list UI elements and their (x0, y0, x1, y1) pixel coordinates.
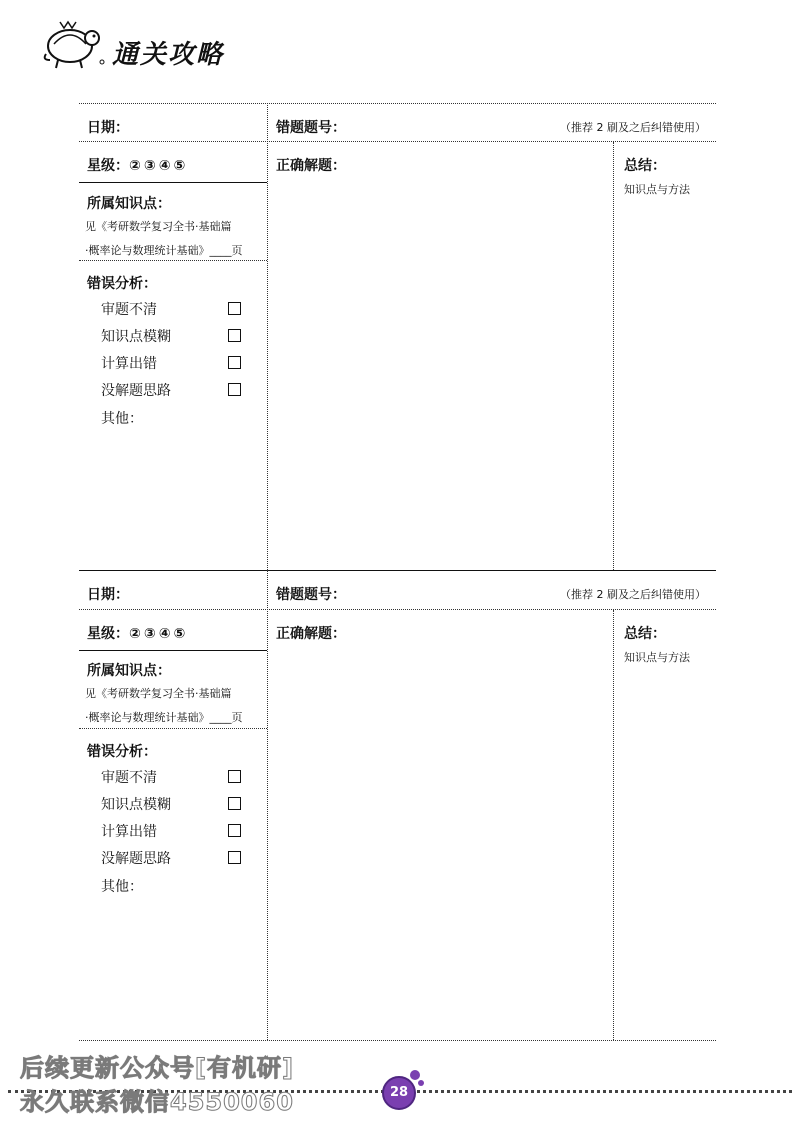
error-option-label: 没解题思路 (101, 851, 171, 867)
decorative-bubble-icon (418, 1080, 424, 1086)
turtle-mascot-icon (40, 14, 110, 72)
reference-line-2: ·概率论与数理统计基础》____页 (85, 711, 243, 724)
divider (79, 609, 716, 610)
checkbox[interactable] (228, 824, 241, 837)
column-divider (613, 610, 614, 1040)
error-option-label: 计算出错 (101, 356, 157, 372)
checkbox[interactable] (228, 356, 241, 369)
date-label: 日期： (87, 120, 129, 136)
other-label: 其他： (101, 411, 143, 427)
error-analysis-label: 错误分析： (87, 276, 157, 292)
error-option-label: 知识点模糊 (101, 329, 171, 345)
divider (79, 182, 267, 183)
error-card-2 (79, 570, 716, 1040)
error-card-1 (79, 103, 716, 570)
divider (79, 1040, 716, 1041)
checkbox[interactable] (228, 851, 241, 864)
other-label: 其他： (101, 879, 143, 895)
watermark-line-1: 后续更新公众号[有机研] (20, 1054, 294, 1082)
divider (79, 650, 267, 651)
error-option-label: 没解题思路 (101, 383, 171, 399)
error-option-label: 审题不清 (101, 770, 157, 786)
summary-label: 总结： (624, 626, 666, 642)
error-option-label: 知识点模糊 (101, 797, 171, 813)
star-rating-label: 星级：②③④⑤ (87, 158, 189, 174)
problem-number-label: 错题题号： (276, 120, 346, 136)
knowledge-point-label: 所属知识点： (87, 196, 171, 212)
star-rating-options[interactable]: ②③④⑤ (129, 626, 189, 642)
reference-line-1: 见《考研数学复习全书·基础篇 (85, 220, 232, 233)
divider (79, 260, 267, 261)
knowledge-point-label: 所属知识点： (87, 663, 171, 679)
star-rating-label: 星级：②③④⑤ (87, 626, 189, 642)
checkbox[interactable] (228, 770, 241, 783)
error-option-label: 计算出错 (101, 824, 157, 840)
checkbox[interactable] (228, 329, 241, 342)
page-title: 通关攻略 (112, 40, 225, 70)
date-label: 日期： (87, 587, 129, 603)
decorative-bubble-icon (410, 1070, 420, 1080)
star-rating-options[interactable]: ②③④⑤ (129, 158, 189, 174)
checkbox[interactable] (228, 383, 241, 396)
usage-note: （推荐 2 刷及之后纠错使用） (560, 121, 706, 134)
error-analysis-label: 错误分析： (87, 744, 157, 760)
usage-note: （推荐 2 刷及之后纠错使用） (560, 588, 706, 601)
column-divider (267, 570, 268, 1040)
reference-line-1: 见《考研数学复习全书·基础篇 (85, 687, 232, 700)
checkbox[interactable] (228, 302, 241, 315)
summary-label: 总结： (624, 158, 666, 174)
column-divider (267, 103, 268, 570)
problem-number-label: 错题题号： (276, 587, 346, 603)
error-option-label: 审题不清 (101, 302, 157, 318)
divider (79, 141, 716, 142)
page-number-badge: 28 (382, 1076, 416, 1110)
divider (79, 103, 716, 104)
column-divider (613, 142, 614, 570)
summary-subtitle: 知识点与方法 (624, 183, 690, 196)
summary-subtitle: 知识点与方法 (624, 651, 690, 664)
watermark-line-2: 永久联系微信4550060 (20, 1088, 294, 1116)
divider (79, 728, 267, 729)
correct-solution-label: 正确解题： (276, 158, 346, 174)
checkbox[interactable] (228, 797, 241, 810)
reference-line-2: ·概率论与数理统计基础》____页 (85, 244, 243, 257)
correct-solution-label: 正确解题： (276, 626, 346, 642)
